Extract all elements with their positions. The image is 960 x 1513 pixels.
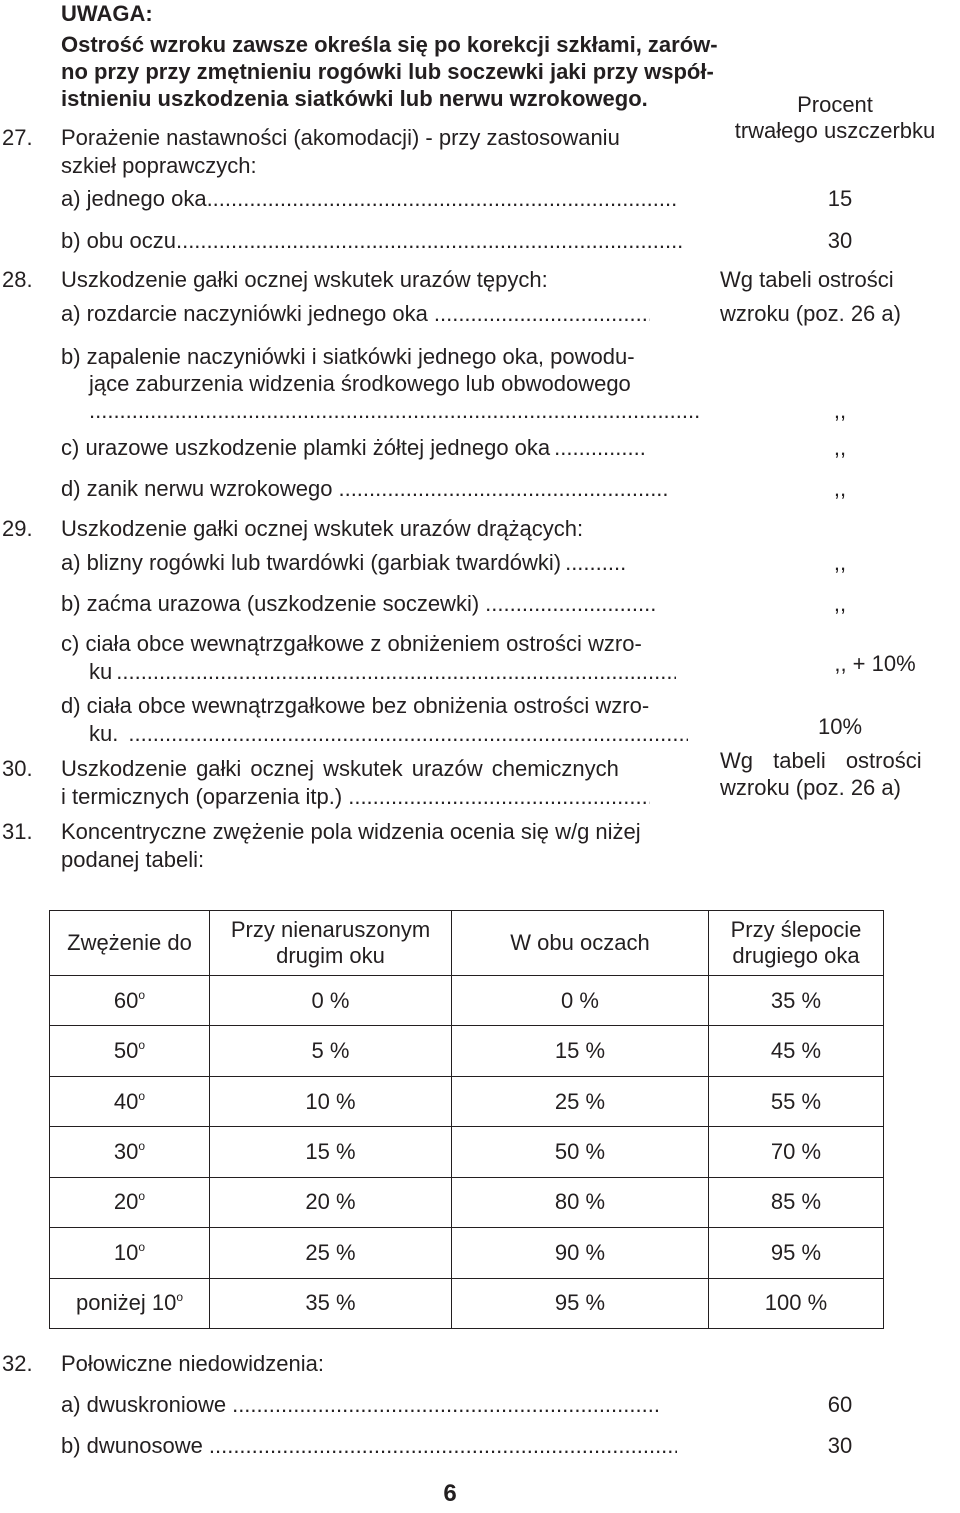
table-cell: 30$^o$: [50, 1127, 210, 1177]
dot-leader: [209, 1432, 677, 1459]
item-title: Porażenie nastawności (akomodacji) - przy zastosowaniu: [61, 125, 620, 150]
table-header: Przy nienaruszonym drugim oku: [210, 911, 452, 976]
table-row: [50, 1076, 884, 1126]
table-cell: 35 %: [709, 976, 884, 1026]
item-32-a-value: 60: [827, 1392, 853, 1417]
item-27-b: [61, 227, 701, 254]
table-cell: 25 %: [210, 1228, 452, 1278]
table-cell: 25 %: [452, 1076, 709, 1126]
dot-leader: [338, 475, 668, 502]
note-line: no przy przy zmętnieniu rogówki lub soczewki jaki przy współ-: [61, 59, 714, 84]
table-cell: 95 %: [452, 1278, 709, 1328]
table-cell: 10$^o$: [50, 1228, 210, 1278]
subitem-text: d) zanik nerwu wzrokowego: [61, 476, 333, 501]
table-row: [50, 1177, 884, 1227]
item-29-a: [61, 549, 701, 576]
item-number: 31.: [2, 819, 33, 844]
item-30-side-note-cont: wzroku (poz. 26 a): [720, 775, 901, 800]
item-29-d: d) ciała obce wewnątrzgałkowe bez obniżenia ostrości wzro-: [61, 693, 650, 718]
table-cell: 85 %: [709, 1177, 884, 1227]
item-32-b: [61, 1432, 701, 1459]
table-cell: 80 %: [452, 1177, 709, 1227]
table-cell: 5 %: [210, 1026, 452, 1076]
dot-leader: [176, 227, 684, 254]
item-29-c-cont: [89, 658, 701, 685]
table-cell: 50$^o$: [50, 1026, 210, 1076]
item-title-cont: i termicznych (oparzenia itp.): [61, 784, 343, 809]
item-title-cont: szkieł poprawczych:: [61, 153, 257, 178]
item-number: 27.: [2, 125, 33, 150]
item-29-c-value: ,, + 10%: [834, 651, 916, 676]
item-29-b-value: ,,: [833, 591, 847, 616]
item-28-b-value: ,,: [833, 398, 847, 423]
dot-leader: [232, 1391, 660, 1418]
dot-leader: [116, 658, 676, 685]
item-28-b: b) zapalenie naczyniówki i siatkówki jednego oka, powodu-: [61, 344, 635, 369]
item-32-b-value: 30: [827, 1433, 853, 1458]
item-number: 32.: [2, 1351, 33, 1376]
item-number: 30.: [2, 756, 33, 781]
dot-leader: [207, 185, 677, 212]
item-29-c: c) ciała obce wewnątrzgałkowe z obniżeniem ostrości wzro-: [61, 631, 642, 656]
table-cell: 15 %: [210, 1127, 452, 1177]
item-title: Uszkodzenie gałki ocznej wskutek urazów drążących:: [61, 516, 584, 541]
table-cell: 55 %: [709, 1076, 884, 1126]
subitem-text: b) zaćma urazowa (uszkodzenie soczewki): [61, 591, 480, 616]
item-number: 28.: [2, 267, 33, 292]
item-title: Uszkodzenie gałki ocznej wskutek urazów tępych:: [61, 267, 548, 292]
item-30-cont: [61, 783, 701, 810]
dot-leader: [128, 720, 688, 747]
table-header-row: [50, 911, 884, 976]
item-28-side-note: Wg tabeli ostrości: [720, 267, 894, 292]
table-cell: poniżej 10$^o$: [50, 1278, 210, 1328]
item-28-d-value: ,,: [833, 476, 847, 501]
visual-field-table: [49, 910, 884, 1329]
table-cell: 35 %: [210, 1278, 452, 1328]
subitem-text: a) blizny rogówki lub twardówki (garbiak twardówki): [61, 550, 562, 575]
table-header: Zwężenie do: [50, 911, 210, 976]
dot-leader: [554, 434, 644, 461]
item-29-a-value: ,,: [833, 550, 847, 575]
table-row: [50, 1127, 884, 1177]
item-29-d-value: 10%: [817, 714, 863, 739]
item-27-b-value: 30: [827, 228, 853, 253]
item-28-b-cont: jące zaburzenia widzenia środkowego lub obwodowego: [89, 371, 631, 396]
page-number: 6: [443, 1480, 457, 1507]
dot-leader: [485, 590, 655, 617]
table-cell: 100 %: [709, 1278, 884, 1328]
table-cell: 45 %: [709, 1026, 884, 1076]
item-28-c-value: ,,: [833, 435, 847, 460]
item-number: 29.: [2, 516, 33, 541]
table-cell: 60$^o$: [50, 976, 210, 1026]
item-29-d-cont: [89, 720, 701, 747]
dot-leader: [565, 549, 625, 576]
subitem-text: ku: [89, 659, 113, 684]
dot-leader: [348, 783, 650, 810]
item-28-side-note-cont: wzroku (poz. 26 a): [720, 301, 901, 326]
subitem-text: c) urazowe uszkodzenie plamki żółtej jednego oka: [61, 435, 551, 460]
table-cell: 0 %: [452, 976, 709, 1026]
item-28-d: [61, 475, 701, 502]
dot-leader: [89, 397, 699, 424]
table-header: Przy ślepocie drugiego oka: [709, 911, 884, 976]
item-27-a: [61, 185, 701, 212]
subitem-text: a) dwuskroniowe: [61, 1392, 227, 1417]
table-row: [50, 1026, 884, 1076]
subitem-text: a) jednego oka: [61, 186, 207, 211]
item-29-b: [61, 590, 701, 617]
item-title: Połowiczne niedowidzenia:: [61, 1351, 324, 1376]
table-cell: 20 %: [210, 1177, 452, 1227]
table-cell: 0 %: [210, 976, 452, 1026]
table-cell: 20$^o$: [50, 1177, 210, 1227]
table-row: [50, 1228, 884, 1278]
table-cell: 40$^o$: [50, 1076, 210, 1126]
column-header-line2: trwałego uszczerbku: [734, 118, 936, 143]
subitem-text: a) rozdarcie naczyniówki jednego oka: [61, 301, 428, 326]
item-28-a: [61, 300, 701, 327]
column-header-line1: Procent: [797, 92, 873, 117]
subitem-text: b) obu oczu: [61, 228, 176, 253]
item-28-c: [61, 434, 701, 461]
dot-leader: [434, 300, 650, 327]
table-cell: 90 %: [452, 1228, 709, 1278]
item-30-side-note: Wg tabeli ostrości: [720, 748, 922, 773]
table-cell: 50 %: [452, 1127, 709, 1177]
subitem-text: ku.: [89, 721, 119, 746]
table-header: W obu oczach: [452, 911, 709, 976]
note-line: Ostrość wzroku zawsze określa się po korekcji szkłami, zarów-: [61, 32, 718, 57]
table-cell: 95 %: [709, 1228, 884, 1278]
table-cell: 10 %: [210, 1076, 452, 1126]
table-cell: 70 %: [709, 1127, 884, 1177]
item-27-a-value: 15: [827, 186, 853, 211]
table-cell: 15 %: [452, 1026, 709, 1076]
item-title: Koncentryczne zwężenie pola widzenia ocenia się w/g niżej: [61, 819, 641, 844]
subitem-text: b) dwunosowe: [61, 1433, 203, 1458]
note-title: UWAGA:: [61, 1, 153, 26]
table-row: [50, 1278, 884, 1328]
note-line: istnieniu uszkodzenia siatkówki lub nerwu wzrokowego.: [61, 86, 648, 111]
table-row: [50, 976, 884, 1026]
item-title: Uszkodzenie gałki ocznej wskutek urazów chemicznych: [61, 756, 619, 781]
item-title-cont: podanej tabeli:: [61, 847, 205, 872]
item-32-a: [61, 1391, 701, 1418]
